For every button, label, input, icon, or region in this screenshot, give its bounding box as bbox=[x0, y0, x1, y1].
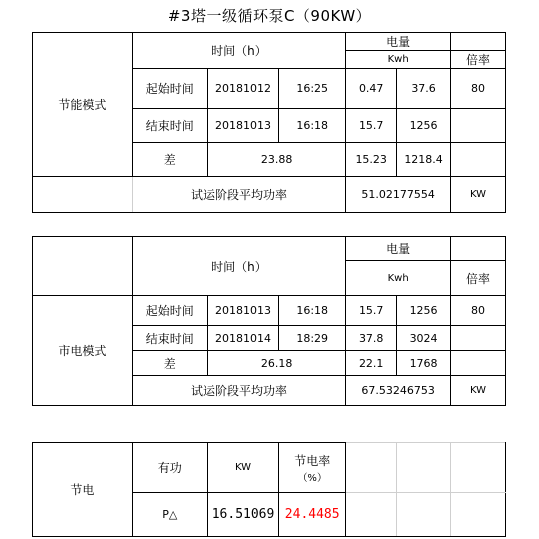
saving-rate-value: 24.4485 bbox=[279, 493, 346, 537]
diff-label: 差 bbox=[132, 351, 207, 376]
start-time-label: 起始时间 bbox=[132, 296, 207, 326]
ratio-value: 80 bbox=[451, 296, 506, 326]
power-header: 电量 bbox=[346, 33, 451, 51]
end-date: 20181014 bbox=[207, 326, 278, 351]
p-delta-label: P△ bbox=[132, 493, 207, 537]
blank-cell bbox=[33, 237, 133, 296]
avg-power-label: 试运阶段平均功率 bbox=[132, 177, 346, 213]
blank-cell bbox=[451, 237, 506, 261]
end-meter-1: 15.7 bbox=[346, 109, 397, 143]
time-header: 时间（h） bbox=[132, 237, 346, 296]
power-header: 电量 bbox=[346, 237, 451, 261]
start-time-label: 起始时间 bbox=[132, 69, 207, 109]
avg-power-unit: KW bbox=[451, 177, 506, 213]
blank-cell bbox=[451, 109, 506, 143]
diff-label: 差 bbox=[132, 143, 207, 177]
sheet-title: #3塔一级循环泵C（90KW） bbox=[167, 7, 372, 25]
grid-power-table bbox=[32, 236, 506, 406]
blank-cell bbox=[451, 351, 506, 376]
avg-power-label: 试运阶段平均功率 bbox=[132, 376, 346, 406]
diff-meter-2: 1218.4 bbox=[397, 143, 451, 177]
blank-cell bbox=[397, 493, 451, 537]
start-clock: 16:25 bbox=[279, 69, 346, 109]
energy-saving-table bbox=[32, 32, 506, 213]
avg-power-value: 67.53246753 bbox=[346, 376, 451, 406]
energy-saving-mode-label: 节能模式 bbox=[33, 33, 133, 177]
end-meter-1: 37.8 bbox=[346, 326, 397, 351]
end-time-label: 结束时间 bbox=[132, 109, 207, 143]
end-time-label: 结束时间 bbox=[132, 326, 207, 351]
power-unit: Kwh bbox=[346, 261, 451, 296]
blank-cell bbox=[346, 493, 397, 537]
grid-power-mode-label: 市电模式 bbox=[33, 296, 133, 406]
blank-cell bbox=[397, 443, 451, 493]
saving-table bbox=[32, 442, 506, 537]
start-date: 20181013 bbox=[207, 296, 278, 326]
start-date: 20181012 bbox=[207, 69, 278, 109]
diff-meter-1: 22.1 bbox=[346, 351, 397, 376]
saving-rate-unit: （%） bbox=[297, 472, 327, 484]
avg-power-value: 51.02177554 bbox=[346, 177, 451, 213]
blank-cell bbox=[451, 493, 506, 537]
start-clock: 16:18 bbox=[279, 296, 346, 326]
saving-label: 节电 bbox=[33, 443, 133, 537]
time-header: 时间（h） bbox=[132, 33, 346, 69]
avg-power-unit: KW bbox=[451, 376, 506, 406]
start-meter-1: 15.7 bbox=[346, 296, 397, 326]
ratio-value: 80 bbox=[451, 69, 506, 109]
end-clock: 16:18 bbox=[279, 109, 346, 143]
p-delta-value: 16.51069 bbox=[207, 493, 278, 537]
kw-label: KW bbox=[207, 443, 278, 493]
blank-cell bbox=[451, 143, 506, 177]
diff-meter-1: 15.23 bbox=[346, 143, 397, 177]
ratio-header: 倍率 bbox=[451, 261, 506, 296]
start-meter-2: 37.6 bbox=[397, 69, 451, 109]
blank-cell bbox=[451, 326, 506, 351]
saving-rate-header bbox=[279, 443, 346, 493]
blank-cell bbox=[451, 443, 506, 493]
ratio-header: 倍率 bbox=[451, 51, 506, 69]
diff-meter-2: 1768 bbox=[397, 351, 451, 376]
end-meter-2: 1256 bbox=[397, 109, 451, 143]
diff-hours: 23.88 bbox=[207, 143, 345, 177]
end-date: 20181013 bbox=[207, 109, 278, 143]
start-meter-2: 1256 bbox=[397, 296, 451, 326]
active-power-label: 有功 bbox=[132, 443, 207, 493]
end-clock: 18:29 bbox=[279, 326, 346, 351]
saving-rate-label: 节电率 bbox=[294, 453, 331, 468]
blank-cell bbox=[451, 33, 506, 51]
end-meter-2: 3024 bbox=[397, 326, 451, 351]
diff-hours: 26.18 bbox=[207, 351, 345, 376]
start-meter-1: 0.47 bbox=[346, 69, 397, 109]
power-unit: Kwh bbox=[346, 51, 451, 69]
blank-cell bbox=[346, 443, 397, 493]
blank-cell bbox=[33, 177, 133, 213]
